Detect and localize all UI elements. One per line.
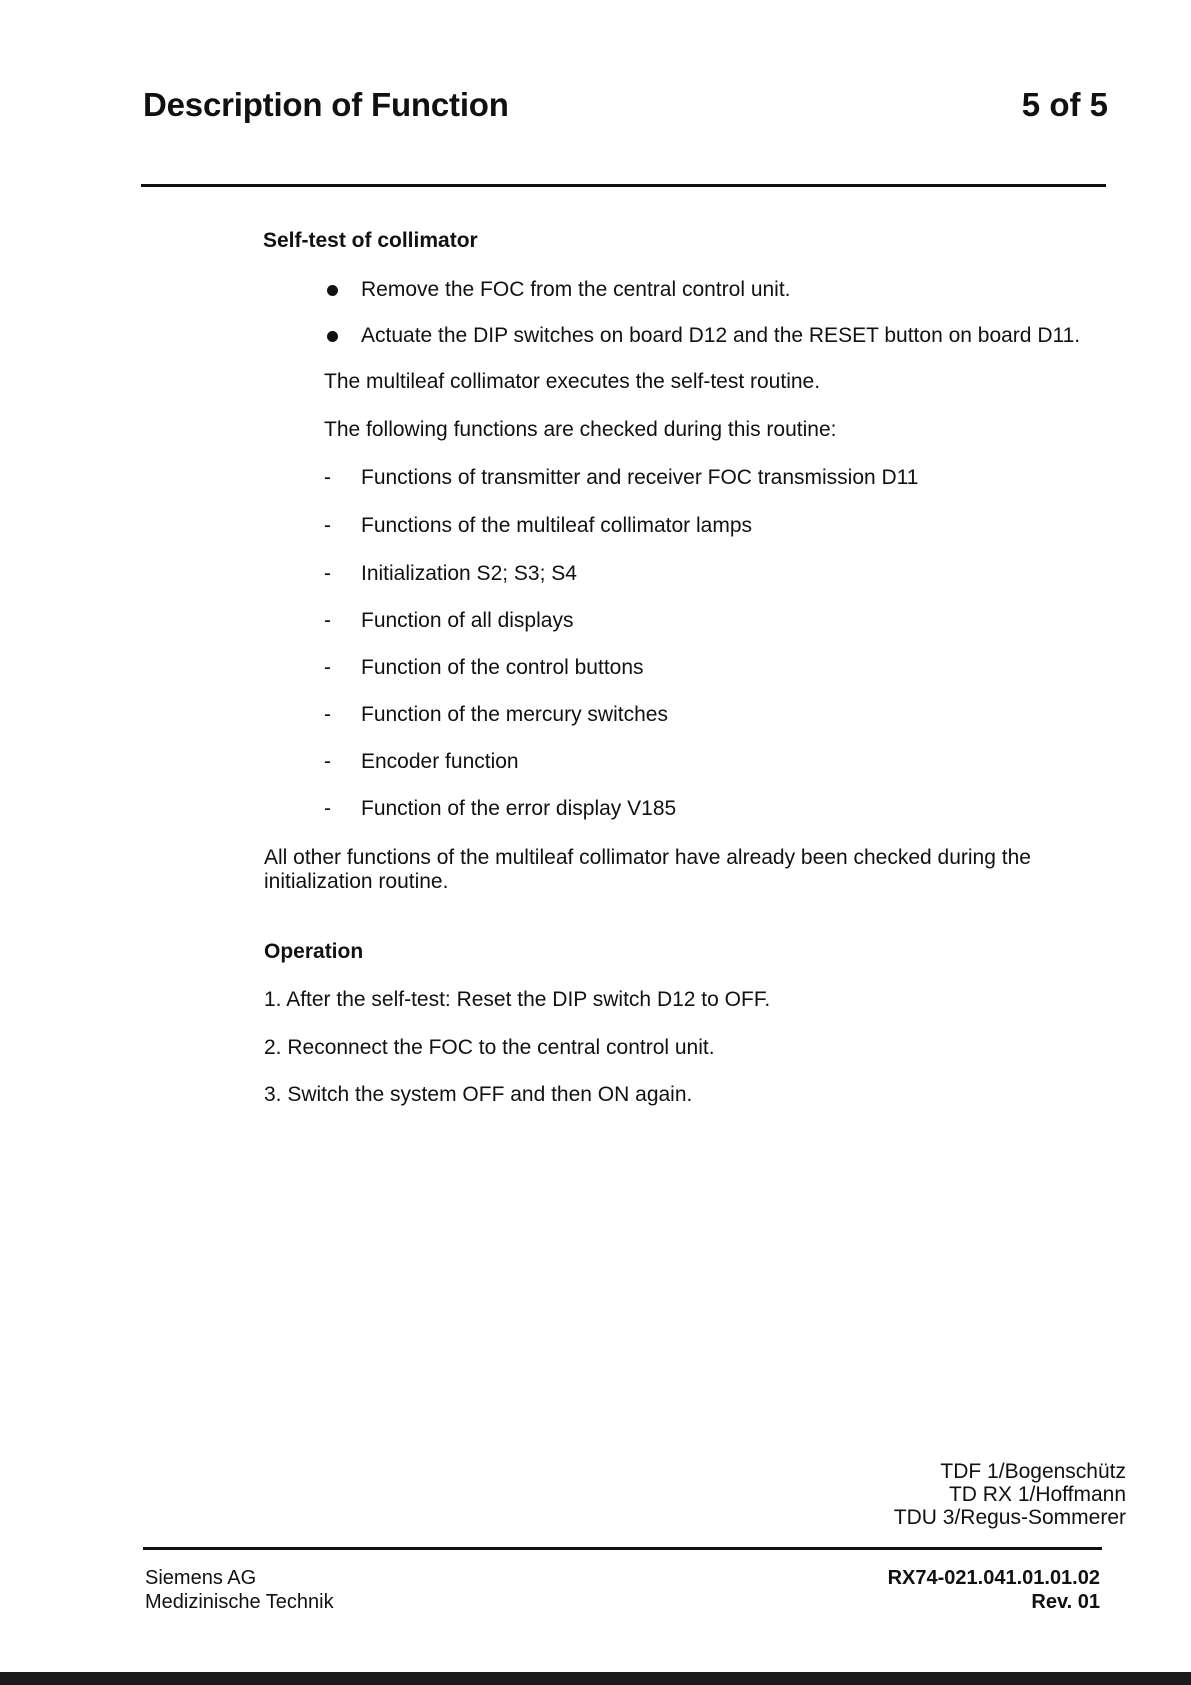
check-item: Function of the error display V185 [361,797,677,820]
dash-marker: - [324,656,331,679]
operation-step: 2. Reconnect the FOC to the central control unit. [264,1036,715,1059]
selftest-result: The multileaf collimator executes the self-test routine. [324,370,821,393]
signoff-block [894,1460,1126,1529]
check-item: Initialization S2; S3; S4 [361,562,577,585]
division-name: Medizinische Technik [145,1591,334,1613]
dash-marker: - [324,609,331,632]
revision-label: Rev. 01 [1031,1591,1100,1613]
signoff-line: TD RX 1/Hoffmann [948,1483,1126,1506]
check-item: Function of the control buttons [361,656,644,679]
footer-divider [143,1547,1102,1550]
bullet-dot-icon [327,285,338,296]
check-item: Functions of the multileaf collimator lamps [361,514,752,537]
dash-marker: - [324,750,331,773]
bullet-item: Remove the FOC from the central control unit. [361,278,791,301]
footer-document-block [888,1566,1100,1614]
bullet-dot-icon [327,331,338,342]
company-name: Siemens AG [145,1567,257,1589]
document-number: RX74-021.041.01.01.02 [887,1567,1100,1589]
check-item: Function of the mercury switches [361,703,668,726]
signoff-line: TDF 1/Bogenschütz [940,1460,1126,1483]
dash-marker: - [324,562,331,585]
operation-step: 1. After the self-test: Reset the DIP switch D12 to OFF. [264,988,771,1011]
page-title: Description of Function [143,86,509,123]
dash-marker: - [324,466,331,489]
selftest-note: All other functions of the multileaf collimator have already been checked during the initialization routine. [264,846,1031,893]
footer-company-block [145,1566,334,1614]
header-divider [141,184,1106,187]
dash-marker: - [324,797,331,820]
operation-heading: Operation [264,940,364,963]
selftest-heading: Self-test of collimator [263,229,478,252]
page-number: 5 of 5 [1021,86,1108,123]
check-item: Encoder function [361,750,519,773]
dash-marker: - [324,514,331,537]
signoff-line: TDU 3/Regus-Sommerer [893,1506,1126,1529]
check-item: Function of all displays [361,609,574,632]
operation-step: 3. Switch the system OFF and then ON again. [264,1083,693,1106]
selftest-intro: The following functions are checked during this routine: [324,418,837,441]
dash-marker: - [324,703,331,726]
bullet-item: Actuate the DIP switches on board D12 and the RESET button on board D11. [361,324,1081,347]
scan-edge [0,1672,1191,1685]
check-item: Functions of transmitter and receiver FOC transmission D11 [361,466,919,489]
